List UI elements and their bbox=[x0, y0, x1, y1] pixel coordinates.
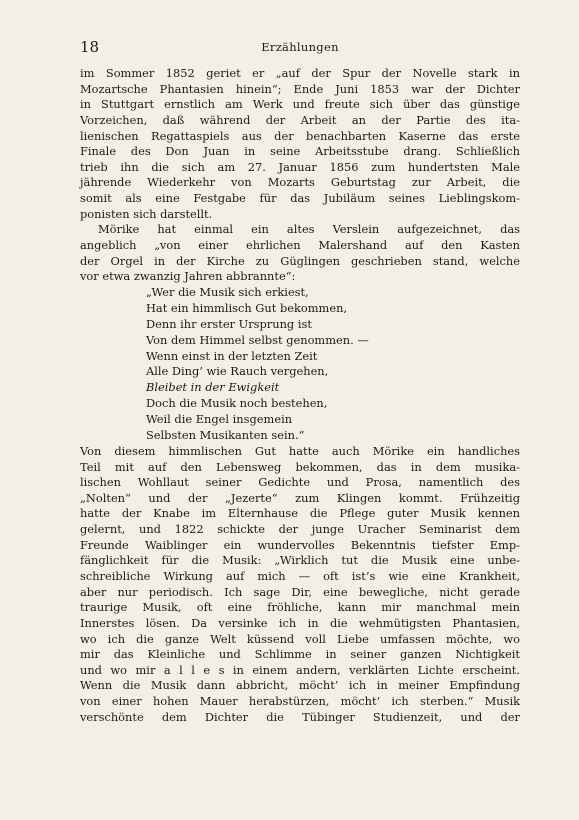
text-line: „Nolten“ und der „Jezerte“ zum Klingen kommt. Frühzeitig bbox=[80, 490, 520, 505]
text-line: angeblich „von einer ehrlichen Malershand auf den Kasten bbox=[80, 238, 520, 253]
poem-line: Bleibet in der Ewigkeit bbox=[146, 380, 280, 395]
text-line: Freunde Waiblinger ein wundervolles Bekenntnis tiefster Emp- bbox=[80, 537, 520, 552]
text-line: ponisten sich darstellt. bbox=[80, 206, 213, 221]
text-line: Teil mit auf den Lebensweg bekommen, das in dem musika- bbox=[80, 459, 520, 474]
running-title: Erzählungen bbox=[261, 40, 339, 54]
text-line: fänglichkeit für die Musik: „Wirklich tut die Musik eine unbe- bbox=[80, 553, 520, 568]
paragraph-3 bbox=[80, 444, 520, 726]
text-line: trieb ihn die sich am 27. Januar 1856 zum hundertsten Male bbox=[80, 159, 520, 174]
text-line: von einer hohen Mauer herabstürzen, möcht’ ich sterben.“ Musik bbox=[80, 694, 520, 709]
text-line: Wenn die Musik dann abbricht, möcht’ ich in meiner Empfindung bbox=[80, 678, 520, 693]
text-line: Vorzeichen, daß während der Arbeit an der Partie des ita- bbox=[80, 112, 520, 127]
text-line: und wo mir a l l e s in einem andern, verklärten Lichte erscheint. bbox=[80, 662, 520, 677]
text-line: in Stuttgart ernstlich am Werk und freute sich über das günstige bbox=[80, 97, 520, 112]
poem-line: Alle Ding’ wie Rauch vergehen, bbox=[146, 364, 329, 379]
text-line: mir das Kleinliche und Schlimme in seiner ganzen Nichtigkeit bbox=[80, 647, 520, 662]
text-line: lischen Wohllaut seiner Gedichte und Prosa, namentlich des bbox=[80, 475, 520, 490]
text-line: im Sommer 1852 geriet er „auf der Spur der Novelle stark in bbox=[80, 66, 520, 80]
paragraph-1 bbox=[80, 66, 520, 222]
text-line: wo ich die ganze Welt küssend voll Liebe umfassen möchte, wo bbox=[80, 631, 520, 646]
poem-line: „Wer die Musik sich erkiest, bbox=[146, 284, 309, 299]
text-line: lienischen Regattaspiels aus der benachbarten Kaserne das erste bbox=[80, 128, 520, 143]
text-line: somit als eine Festgabe für das Jubiläum seines Lieblingskom- bbox=[80, 191, 520, 206]
text-line: schreibliche Wirkung auf mich — oft ist’s wie eine Krankheit, bbox=[80, 569, 520, 583]
text-line: Von diesem himmlischen Gut hatte auch Mörike ein handliches bbox=[80, 443, 520, 458]
text-line: vor etwa zwanzig Jahren abbrannte“: bbox=[80, 269, 296, 284]
text-line: aber nur periodisch. Ich sage Dir, eine bewegliche, nicht gerade bbox=[80, 584, 520, 599]
page-body bbox=[80, 66, 520, 725]
poem-line: Wenn einst in der letzten Zeit bbox=[146, 348, 318, 363]
text-line: Finale des Don Juan in seine Arbeitsstube drang. Schließlich bbox=[80, 144, 520, 159]
poem-line: Selbsten Musikanten sein.“ bbox=[146, 427, 305, 442]
poem-line: Denn ihr erster Ursprung ist bbox=[146, 316, 312, 331]
poem-line: Von dem Himmel selbst genommen. — bbox=[146, 332, 369, 347]
page-number: 18 bbox=[80, 38, 100, 56]
poem-line: Hat ein himmlisch Gut bekommen, bbox=[146, 300, 348, 315]
text-line: Mörike hat einmal ein altes Verslein aufgezeichnet, das bbox=[98, 222, 520, 237]
text-line: der Orgel in der Kirche zu Güglingen geschrieben stand, welche bbox=[80, 253, 520, 268]
text-line: jährende Wiederkehr von Mozarts Geburtstag zur Arbeit, die bbox=[80, 175, 520, 190]
text-line: gelernt, und 1822 schickte der junge Uracher Seminarist dem bbox=[80, 522, 520, 537]
text-line: hatte der Knabe im Elternhause die Pflege guter Musik kennen bbox=[80, 506, 520, 521]
poem-line: Doch die Musik noch bestehen, bbox=[146, 396, 328, 411]
text-line: Mozartsche Phantasien hinein“; Ende Juni 1853 war der Dichter bbox=[80, 81, 520, 96]
text-line: verschönte dem Dichter die Tübinger Studienzeit, und der bbox=[80, 709, 520, 724]
poem-line: Weil die Engel insgemein bbox=[146, 412, 293, 427]
poem-verse bbox=[146, 285, 520, 444]
paragraph-2 bbox=[80, 222, 520, 285]
text-line: traurige Musik, oft eine fröhliche, kann mir manchmal mein bbox=[80, 600, 520, 615]
text-line: Innerstes lösen. Da versinke ich in die wehmütigsten Phantasien, bbox=[80, 615, 520, 630]
page-header bbox=[80, 38, 520, 58]
